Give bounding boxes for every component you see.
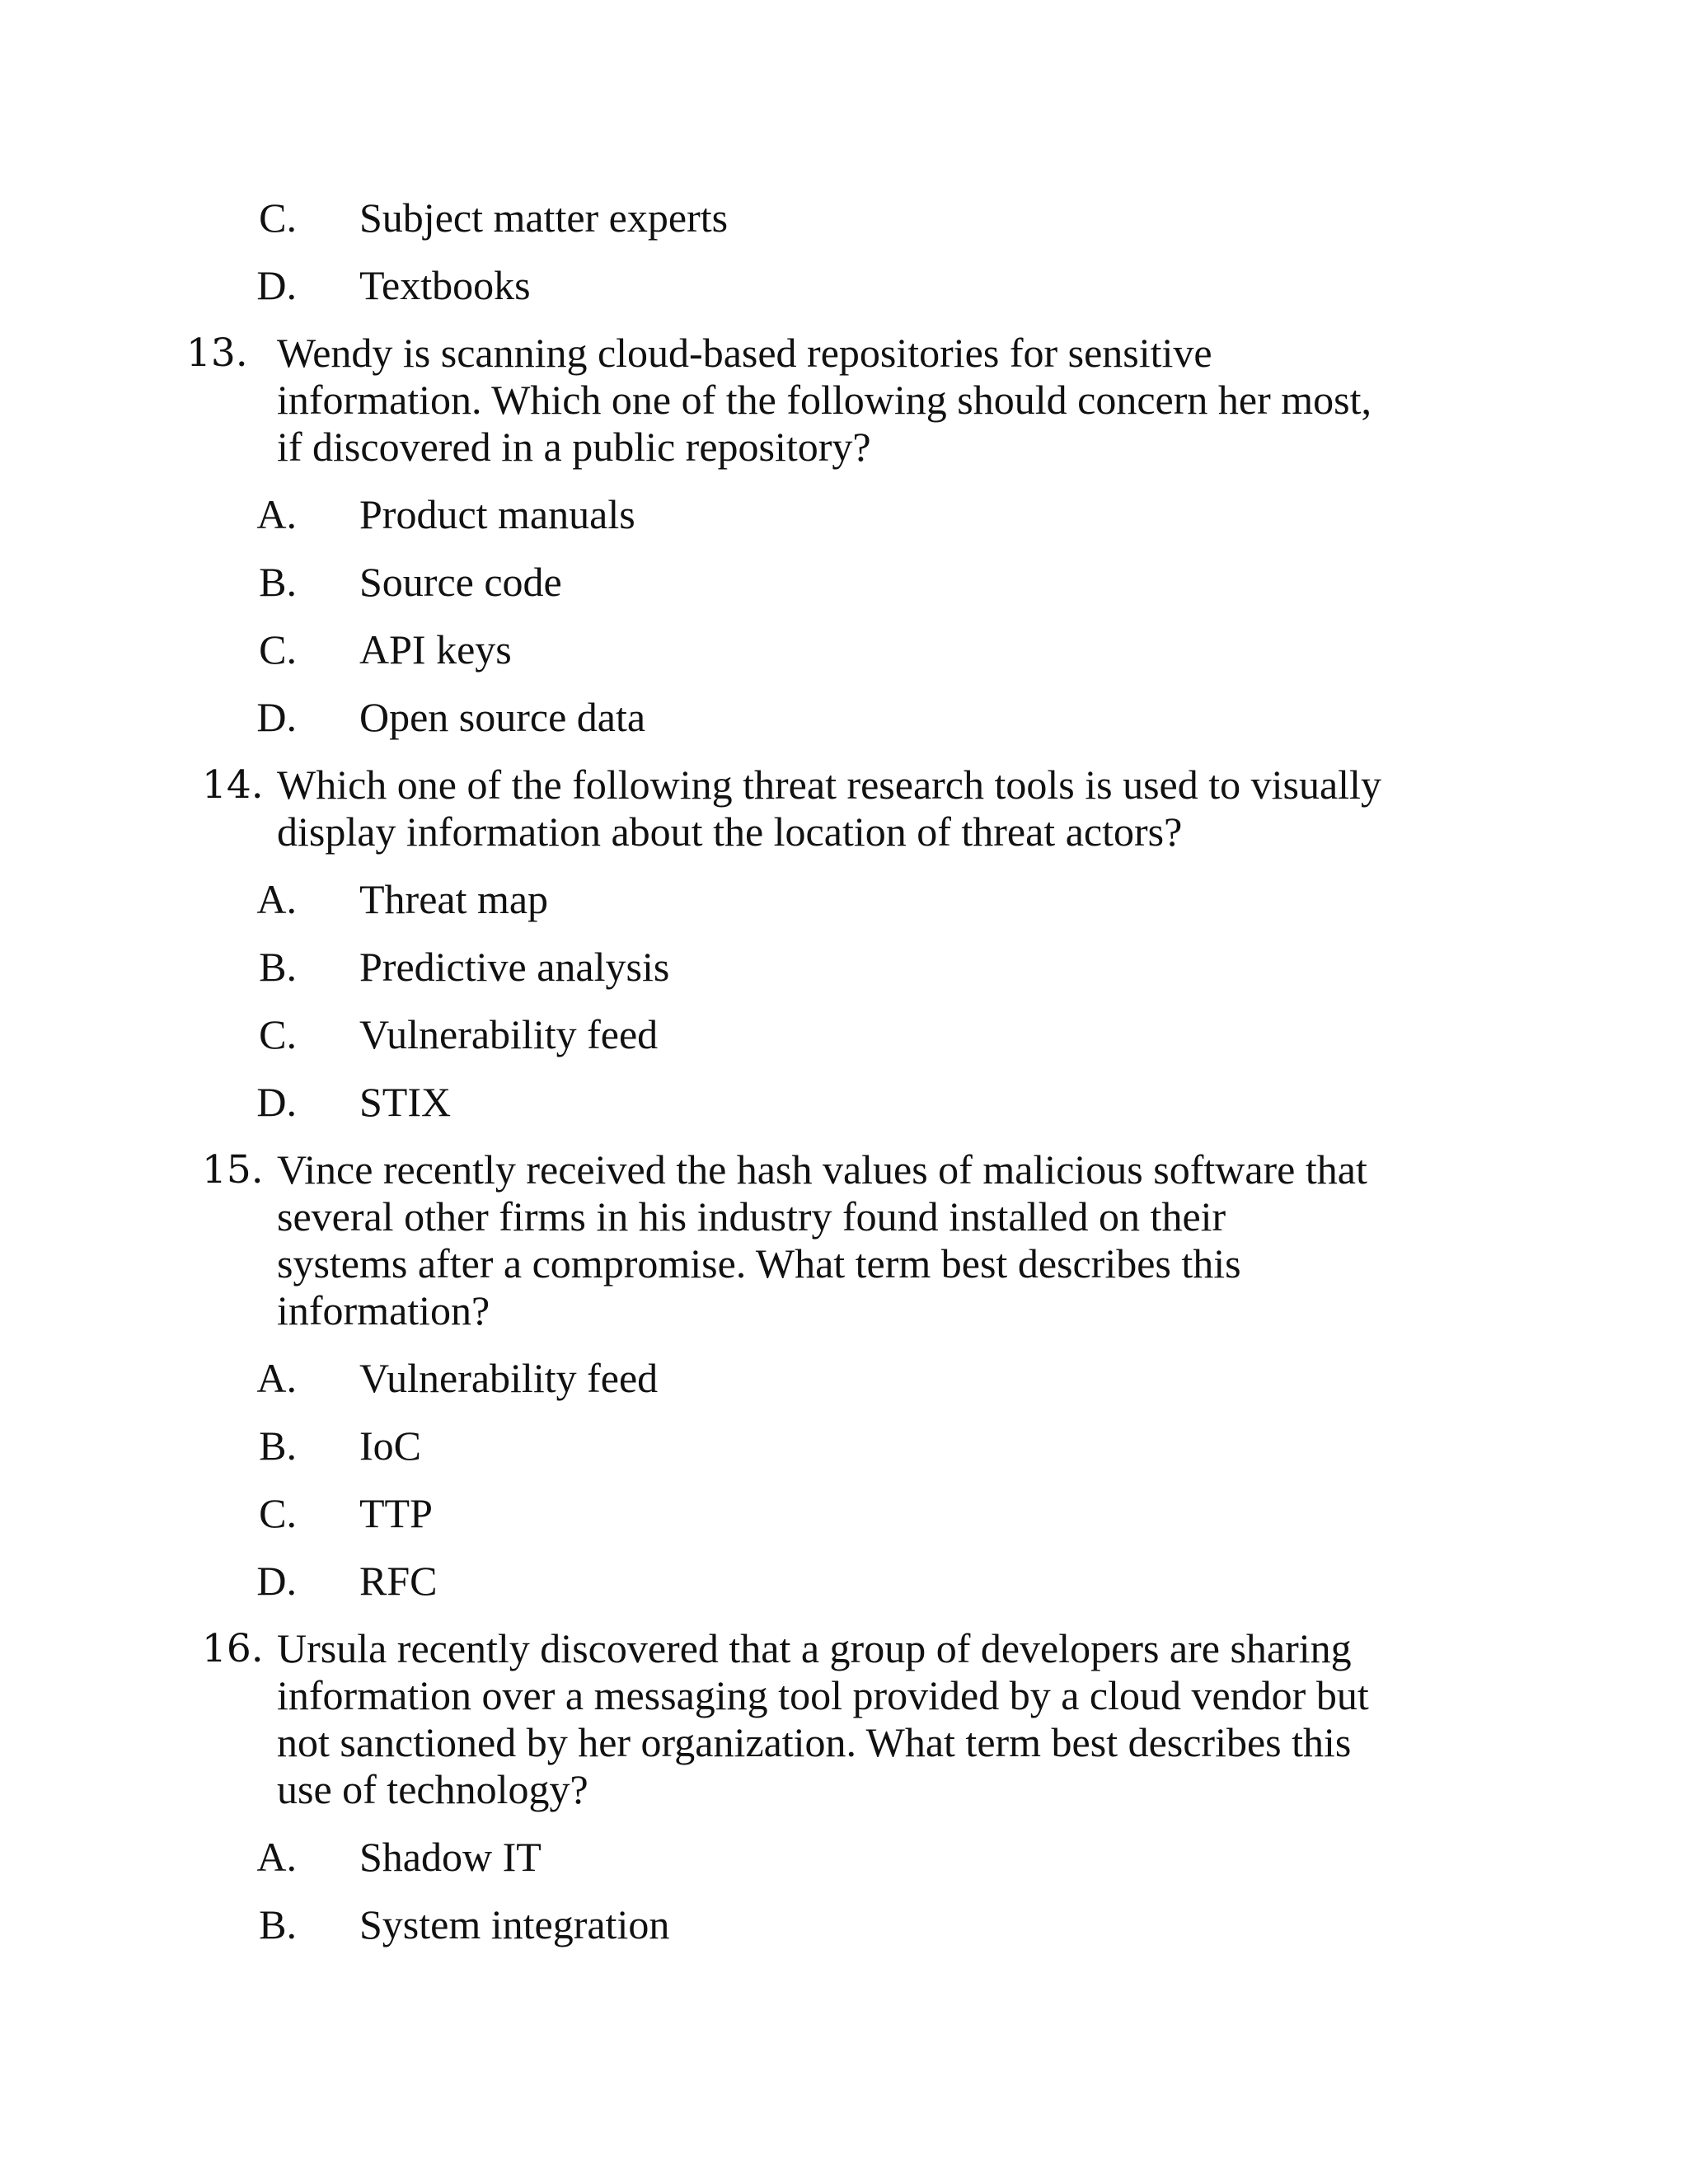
option-text: RFC: [359, 1558, 438, 1604]
question-text-line: Vince recently received the hash values of malicious software that: [277, 1146, 1367, 1193]
question-number: 14.: [202, 762, 264, 808]
option-letter: C.: [259, 1011, 297, 1057]
option-letter: A.: [256, 1834, 297, 1880]
option-text: TTP: [359, 1490, 433, 1536]
option-letter: B.: [259, 559, 297, 605]
question-text-line: Which one of the following threat research tools is used to visually: [277, 762, 1381, 808]
question-number: 13.: [186, 330, 248, 376]
option-letter: D.: [256, 262, 297, 308]
question-text-line: information over a messaging tool provided by a cloud vendor but: [277, 1672, 1369, 1718]
option-text: STIX: [359, 1079, 452, 1125]
option-letter: B.: [259, 1901, 297, 1947]
option-text: Open source data: [359, 694, 646, 740]
question-text-line: display information about the location of threat actors?: [277, 808, 1183, 855]
option-letter: D.: [256, 694, 297, 740]
question-text-line: Ursula recently discovered that a group of developers are sharing: [277, 1625, 1352, 1671]
option-text: Predictive analysis: [359, 944, 670, 990]
question-number: 15.: [202, 1147, 264, 1193]
question-text-line: Wendy is scanning cloud-based repositories for sensitive: [277, 330, 1212, 376]
option-letter: C.: [259, 194, 297, 241]
option-letter: D.: [256, 1558, 297, 1604]
question-text-line: not sanctioned by her organization. What term best describes this: [277, 1719, 1352, 1765]
option-letter: D.: [256, 1079, 297, 1125]
option-text: Threat map: [359, 876, 549, 922]
option-letter: A.: [256, 1355, 297, 1401]
option-letter: B.: [259, 1422, 297, 1469]
option-text: API keys: [359, 626, 512, 673]
question-number: 16.: [202, 1626, 264, 1671]
question-text-line: if discovered in a public repository?: [277, 424, 871, 470]
question-text-line: several other firms in his industry found installed on their: [277, 1193, 1226, 1240]
option-letter: A.: [256, 491, 297, 537]
question-text-line: information. Which one of the following should concern her most,: [277, 377, 1372, 423]
question-text-line: information?: [277, 1287, 490, 1333]
option-text: Source code: [359, 559, 562, 605]
option-text: System integration: [359, 1901, 670, 1947]
option-text: Vulnerability feed: [359, 1011, 659, 1057]
question-text-line: use of technology?: [277, 1766, 588, 1812]
option-letter: A.: [256, 876, 297, 922]
option-text: Textbooks: [359, 262, 531, 308]
option-letter: B.: [259, 944, 297, 990]
option-text: IoC: [359, 1422, 421, 1469]
option-letter: C.: [259, 1490, 297, 1536]
option-text: Shadow IT: [359, 1834, 542, 1880]
option-text: Product manuals: [359, 491, 635, 537]
question-text-line: systems after a compromise. What term best describes this: [277, 1240, 1241, 1286]
option-text: Subject matter experts: [359, 194, 729, 241]
option-letter: C.: [259, 626, 297, 673]
option-text: Vulnerability feed: [359, 1355, 659, 1401]
